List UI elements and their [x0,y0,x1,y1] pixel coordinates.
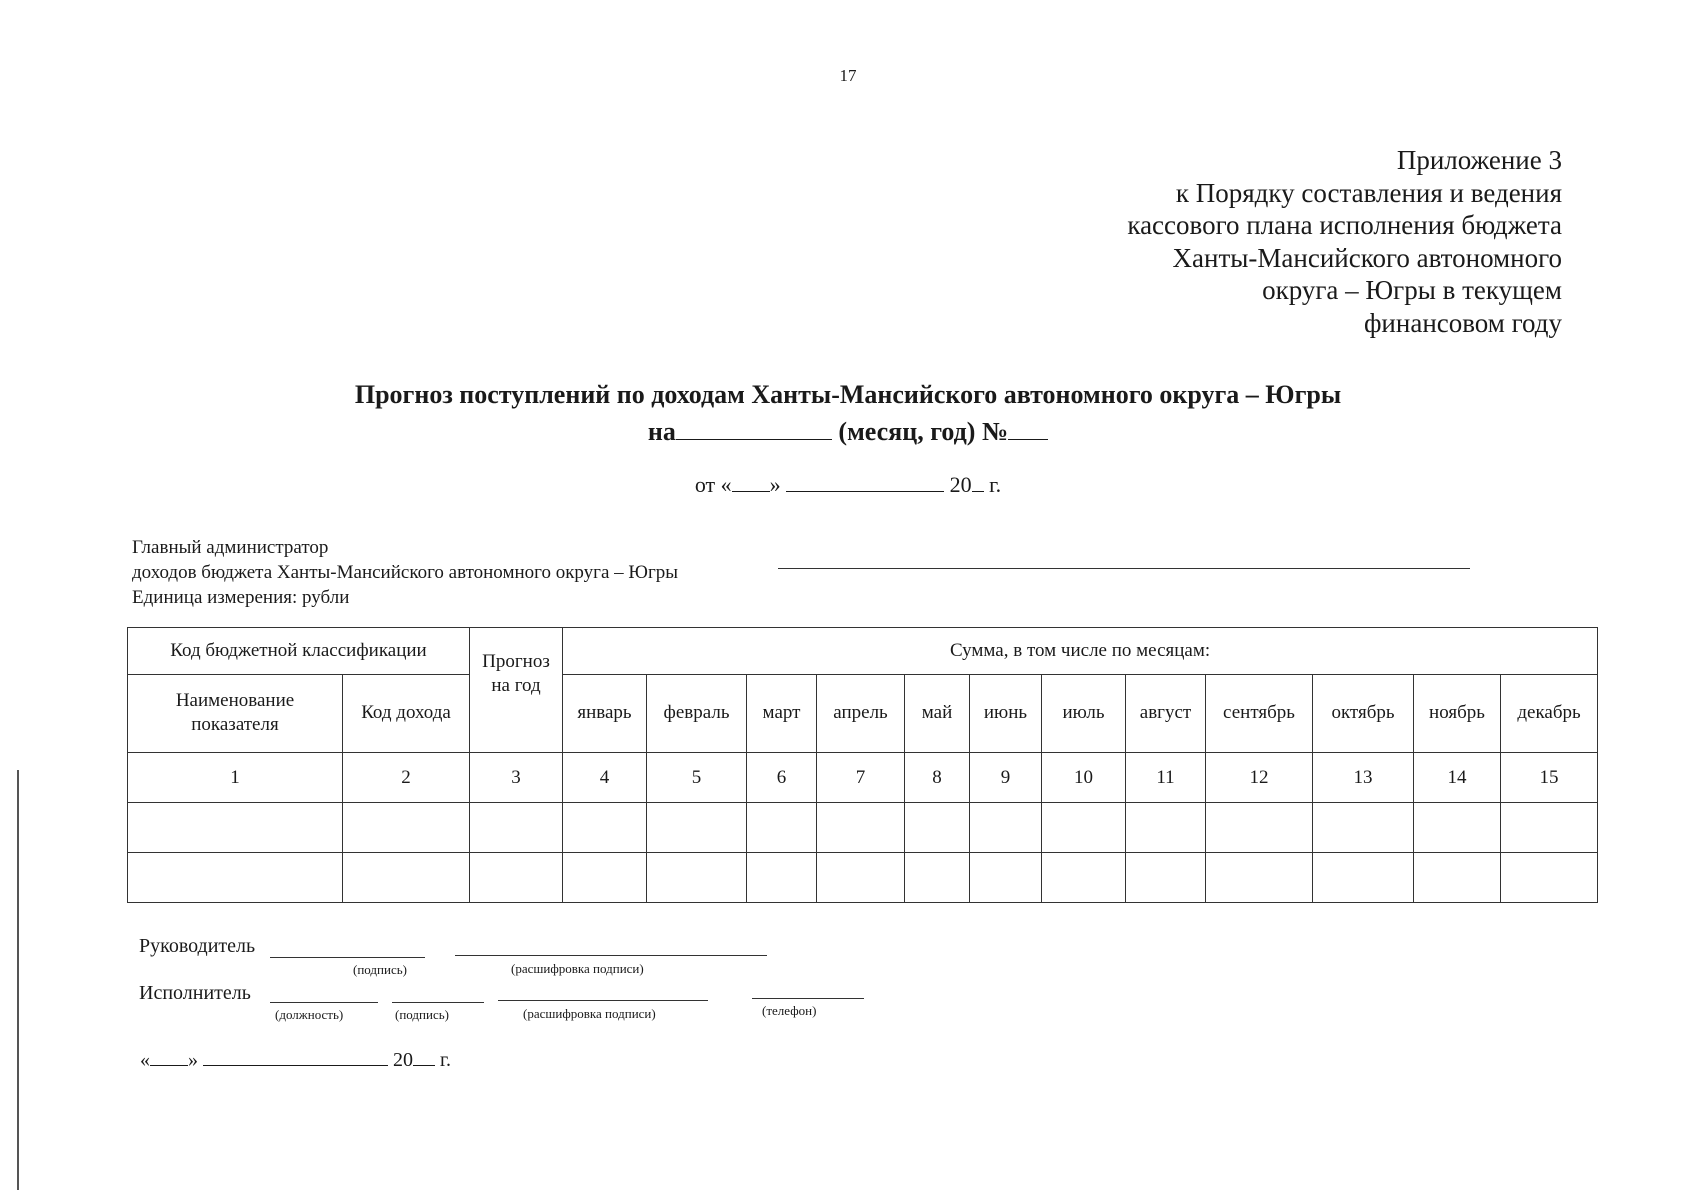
month-header: май [905,674,970,752]
admin-block [132,535,678,610]
empty-cell[interactable] [1501,853,1598,903]
signature-date [140,1047,451,1072]
column-number: 4 [563,753,647,803]
admin-line-2: доходов бюджета Ханты-Мансийского автономного округа – Югры [132,562,678,583]
date-line [0,472,1696,498]
date-suffix: г. [983,472,1002,497]
head-decode-line[interactable] [455,955,767,956]
admin-line-1: Главный администратор [132,537,329,558]
month-header: июль [1042,674,1126,752]
month-header: декабрь [1501,674,1598,752]
head-decode-caption: (расшифровка подписи) [511,961,644,976]
sig-date-year: 20 [393,1049,413,1071]
sig-date-open: « [140,1049,150,1071]
appendix-line: Ханты-Мансийского автономного [1172,242,1562,273]
empty-cell[interactable] [1126,803,1206,853]
empty-cell[interactable] [747,853,817,903]
exec-decode-line[interactable] [498,1000,708,1001]
number-blank [1008,415,1048,440]
document-title [0,376,1696,450]
column-number: 7 [817,753,905,803]
column-number: 3 [470,753,563,803]
column-number: 9 [970,753,1042,803]
sum-header: Сумма, в том числе по месяцам: [563,628,1598,675]
month-header: ноябрь [1414,674,1501,752]
date-year: 20 [949,472,972,497]
month-header: январь [563,674,647,752]
empty-cell[interactable] [563,853,647,903]
empty-cell[interactable] [128,853,343,903]
month-header: февраль [647,674,747,752]
empty-cell[interactable] [1126,853,1206,903]
date-mid: » [769,472,781,497]
title-line-1: Прогноз поступлений по доходам Ханты-Мансийского автономного округа – Югры [354,380,1342,409]
month-header: июнь [970,674,1042,752]
column-number: 14 [1414,753,1501,803]
head-sign-caption: (подпись) [353,962,407,977]
exec-position-line[interactable] [270,1002,378,1003]
sig-day-blank[interactable] [150,1047,188,1066]
empty-cell[interactable] [1501,803,1598,853]
empty-cell[interactable] [817,803,905,853]
page-number: 17 [839,66,857,85]
budget-class-header: Код бюджетной классификации [128,628,470,675]
month-header: сентябрь [1206,674,1313,752]
head-sign-line[interactable] [270,957,425,958]
empty-cell[interactable] [1206,803,1313,853]
appendix-block [1127,144,1562,339]
exec-position-caption: (должность) [275,1007,344,1022]
sig-year-blank[interactable] [413,1047,435,1066]
exec-phone-line[interactable] [752,998,864,999]
day-blank [732,473,770,492]
column-number: 13 [1313,753,1414,803]
empty-cell[interactable] [343,803,470,853]
empty-cell[interactable] [470,803,563,853]
column-number: 10 [1042,753,1126,803]
exec-label: Исполнитель [139,982,251,1004]
empty-cell[interactable] [905,853,970,903]
empty-cell[interactable] [970,853,1042,903]
date-prefix: от « [694,472,732,497]
column-number: 15 [1501,753,1598,803]
empty-cell[interactable] [747,803,817,853]
appendix-line: кассового плана исполнения бюджета [1127,210,1562,240]
month-header: март [747,674,817,752]
empty-cell[interactable] [1042,803,1126,853]
admin-line-3: Единица измерения: рубли [132,587,350,608]
empty-cell[interactable] [970,803,1042,853]
exec-decode-caption: (расшифровка подписи) [523,1006,656,1021]
exec-phone-caption: (телефон) [762,1003,817,1018]
empty-cell[interactable] [1414,853,1501,903]
column-number: 11 [1126,753,1206,803]
appendix-line: к Порядку составления и ведения [1175,177,1562,208]
exec-sign-line[interactable] [392,1002,484,1003]
empty-cell[interactable] [1313,853,1414,903]
empty-cell[interactable] [1042,853,1126,903]
empty-cell[interactable] [905,803,970,853]
month-header: апрель [817,674,905,752]
month-header: октябрь [1313,674,1414,752]
empty-cell[interactable] [1206,853,1313,903]
title-line-2 [0,413,1696,450]
column-number: 6 [747,753,817,803]
appendix-line: Приложение 3 [1396,145,1562,175]
title-middle: (месяц, год) № [831,417,1009,446]
appendix-line: финансовом году [1363,307,1562,338]
empty-cell[interactable] [817,853,905,903]
empty-cell[interactable] [343,853,470,903]
table-row [128,853,1598,903]
sig-month-blank[interactable] [203,1047,388,1066]
column-number: 8 [905,753,970,803]
column-number: 2 [343,753,470,803]
title-prefix: на [647,417,676,446]
empty-cell[interactable] [1414,803,1501,853]
column-number: 5 [647,753,747,803]
year-blank [972,473,984,492]
sig-date-suffix: г. [435,1049,451,1071]
empty-cell[interactable] [470,853,563,903]
appendix-line: округа – Югры в текущем [1262,275,1562,305]
forecast-table [127,627,1598,903]
month-header: август [1126,674,1206,752]
month-blank [786,473,944,492]
exec-sign-caption: (подпись) [395,1007,449,1022]
admin-fill-line [778,568,1470,569]
column-number: 1 [128,753,343,803]
empty-cell[interactable] [647,853,747,903]
sig-date-close: » [188,1049,198,1071]
head-label: Руководитель [139,935,256,957]
column-number: 12 [1206,753,1313,803]
forecast-header: Прогноз на год [470,628,563,753]
empty-cell[interactable] [128,803,343,853]
period-blank [676,415,832,440]
empty-cell[interactable] [563,803,647,853]
code-header: Код дохода [343,674,470,752]
scan-margin-line [17,770,19,1190]
table-row [128,803,1598,853]
empty-cell[interactable] [647,803,747,853]
name-header: Наименование показателя [128,674,343,752]
empty-cell[interactable] [1313,803,1414,853]
